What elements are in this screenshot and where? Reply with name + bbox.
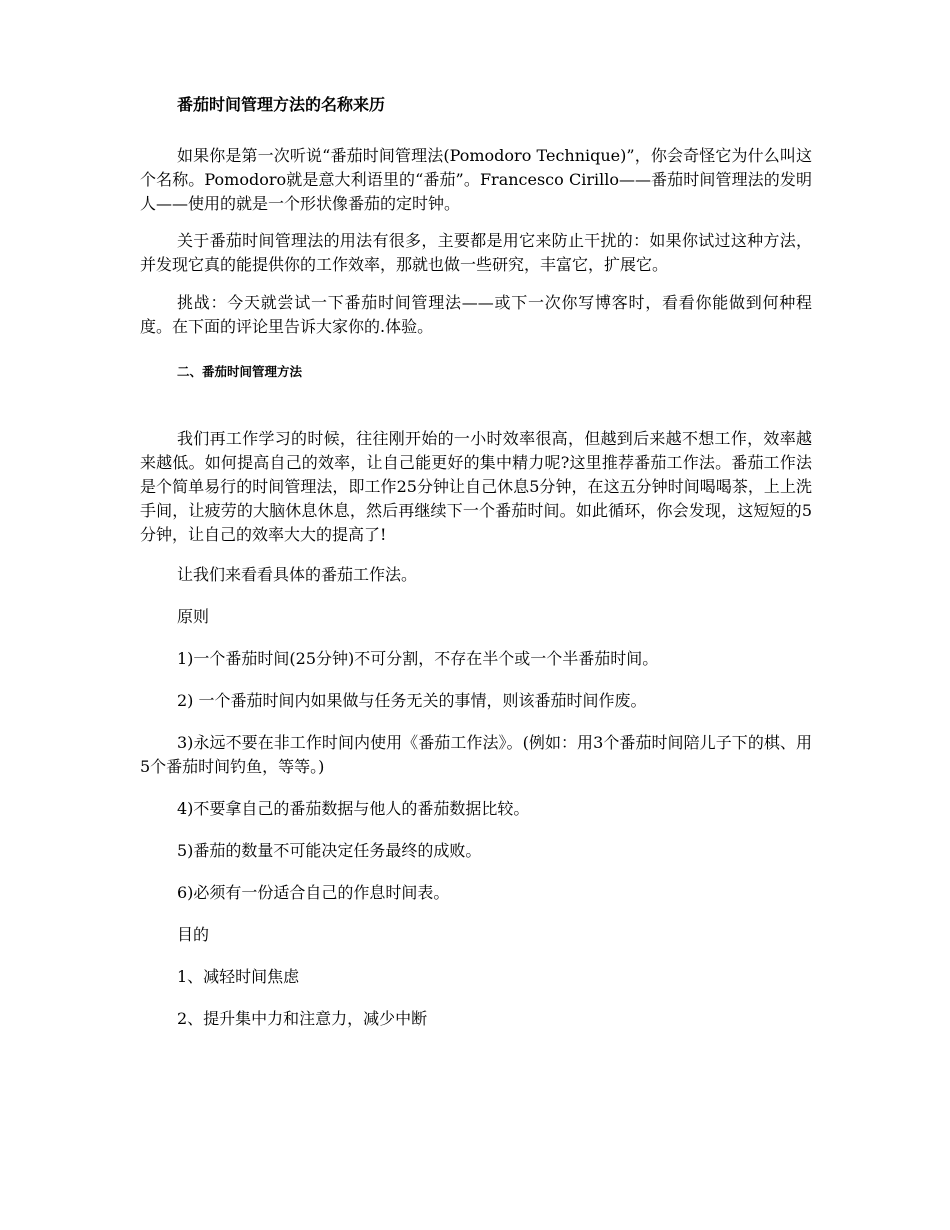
body-paragraph: 我们再工作学习的时候，往往刚开始的一小时效率很高，但越到后来越不想工作，效率越来越低。如何提高自己的效率，让自己能更好的集中精力呢?这里推荐番茄工作法。番茄工作法是个简单易行的时间管理法，即工作25分钟让自己休息5分钟，在这五分钟时间喝喝茶，上上洗手间，让疲劳的大脑休息休息，然后再继续下一个番茄时间。如此循环，你会发现，这短短的5分钟，让自己的效率大大的提高了! [140,429,812,544]
document-body [140,90,812,1049]
intro-paragraph: 如果你是第一次听说“番茄时间管理法(Pomodoro Technique)”，你会奇怪它为什么叫这个名称。Pomodoro就是意大利语里的“番茄”。Francesco Cirillo——番茄时间管理法的发明人——使用的就是一个形状像番茄的定时钟。 [140,146,812,213]
principle-item: 4)不要拿自己的番茄数据与他人的番茄数据比较。 [177,799,530,818]
principle-item: 5)番茄的数量不可能决定任务最终的成败。 [177,841,482,860]
body-paragraph: 让我们来看看具体的番茄工作法。 [177,565,418,584]
principle-item: 2) 一个番茄时间内如果做与任务无关的事情，则该番茄时间作废。 [177,691,647,710]
principle-item: 1)一个番茄时间(25分钟)不可分割，不存在半个或一个半番茄时间。 [177,649,659,668]
purpose-item: 1、减轻时间焦虑 [177,967,300,986]
section-heading: 二、番茄时间管理方法 [177,364,303,379]
principle-item: 6)必须有一份适合自己的作息时间表。 [177,883,450,902]
subheading-purpose: 目的 [177,925,210,944]
purpose-item: 2、提升集中力和注意力，减少中断 [177,1009,428,1028]
subheading-principles: 原则 [177,607,210,626]
intro-paragraph: 关于番茄时间管理法的用法有很多，主要都是用它来防止干扰的：如果你试过这种方法，并发现它真的能提供你的工作效率，那就也做一些研究，丰富它，扩展它。 [140,231,812,274]
intro-paragraph: 挑战：今天就尝试一下番茄时间管理法——或下一次你写博客时，看看你能做到何种程度。在下面的评论里告诉大家你的.体验。 [140,293,812,336]
document-title: 番茄时间管理方法的名称来历 [177,95,386,114]
principle-item: 3)永远不要在非工作时间内使用《番茄工作法》。(例如：用3个番茄时间陪儿子下的棋、用5个番茄时间钓鱼，等等。) [140,733,812,776]
